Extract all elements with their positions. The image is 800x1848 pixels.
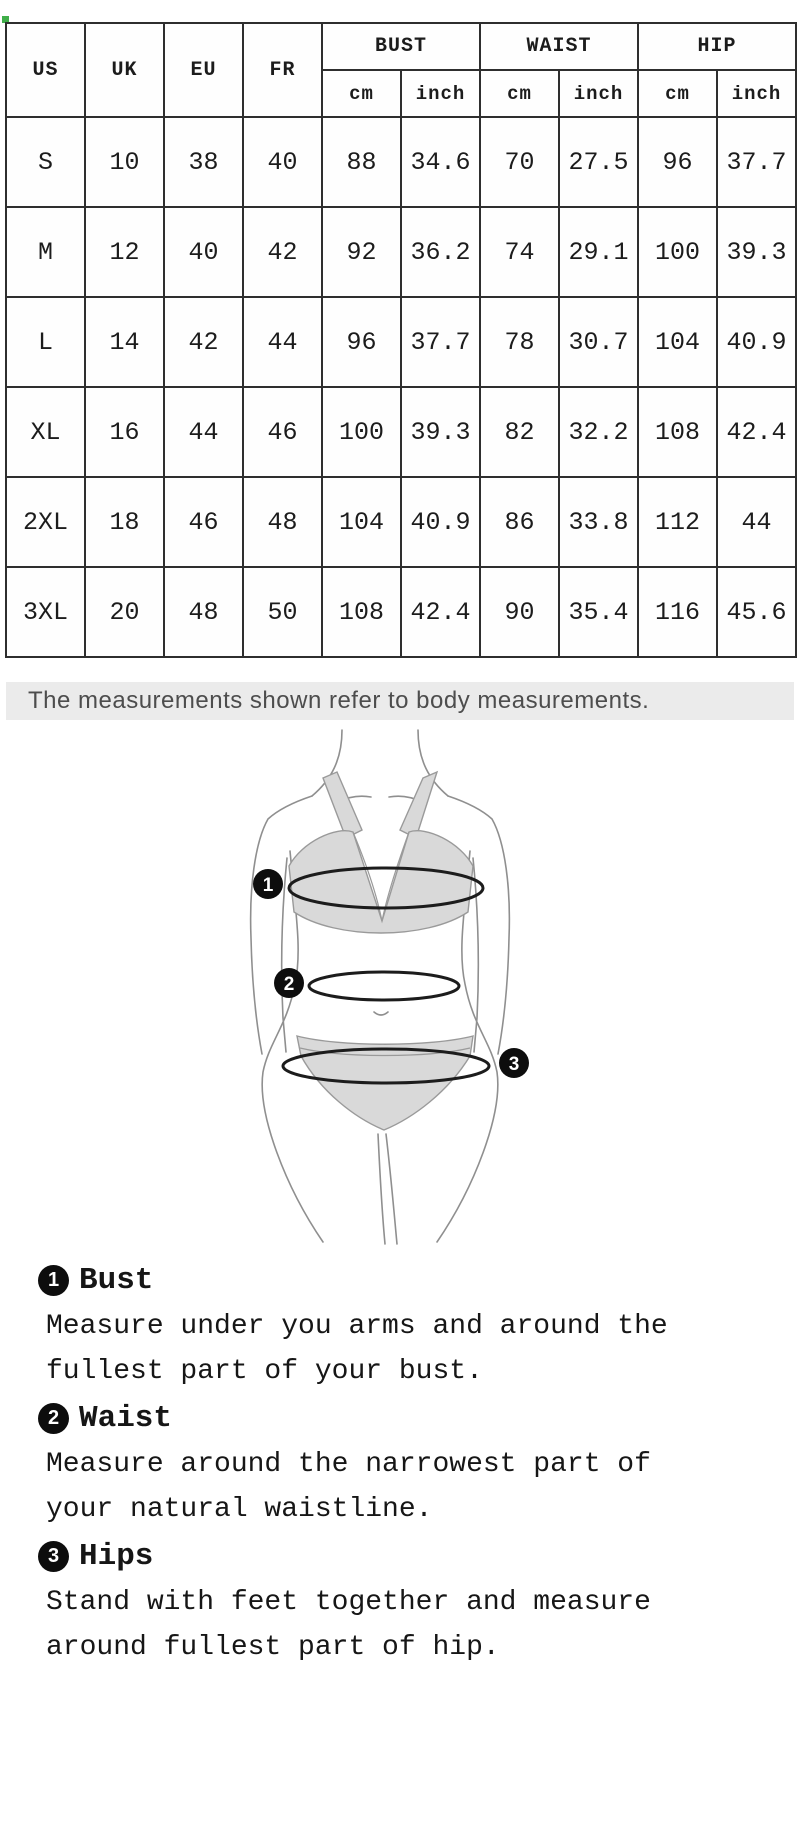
- instruction-heading-hips: [38, 1532, 768, 1580]
- size-cell: 42.4: [401, 567, 480, 657]
- size-cell: 40.9: [401, 477, 480, 567]
- size-cell: 12: [85, 207, 164, 297]
- size-label: S: [6, 117, 85, 207]
- size-cell: 104: [322, 477, 401, 567]
- unit-bust-cm: cm: [322, 70, 401, 117]
- unit-hip-cm: cm: [638, 70, 717, 117]
- size-cell: 74: [480, 207, 559, 297]
- size-cell: 16: [85, 387, 164, 477]
- size-cell: 44: [164, 387, 243, 477]
- table-row-2xl: [6, 477, 796, 567]
- waist-tape-line: [309, 972, 459, 1000]
- size-cell: 44: [717, 477, 796, 567]
- instruction-text: Stand with feet together and measure: [46, 1587, 651, 1618]
- bust-marker-number: 1: [262, 875, 274, 896]
- col-group-hip: HIP: [638, 23, 796, 70]
- instruction-text: fullest part of your bust.: [46, 1356, 483, 1387]
- instruction-title: Bust: [79, 1262, 154, 1298]
- instruction-heading-waist: [38, 1394, 768, 1442]
- size-chart-table: [5, 22, 797, 658]
- size-cell: 32.2: [559, 387, 638, 477]
- size-cell: 108: [638, 387, 717, 477]
- size-cell: 70: [480, 117, 559, 207]
- col-header-uk: UK: [85, 23, 164, 117]
- unit-waist-cm: cm: [480, 70, 559, 117]
- measuring-instructions: [38, 1256, 768, 1670]
- size-cell: 100: [322, 387, 401, 477]
- size-label: XL: [6, 387, 85, 477]
- col-group-bust: BUST: [322, 23, 480, 70]
- table-header-row: [6, 23, 796, 70]
- size-cell: 27.5: [559, 117, 638, 207]
- size-cell: 33.8: [559, 477, 638, 567]
- table-row-3xl: [6, 567, 796, 657]
- size-cell: 30.7: [559, 297, 638, 387]
- size-cell: 96: [638, 117, 717, 207]
- size-cell: 46: [243, 387, 322, 477]
- size-cell: 88: [322, 117, 401, 207]
- unit-hip-inch: inch: [717, 70, 796, 117]
- instruction-text: around fullest part of hip.: [46, 1632, 500, 1663]
- table-row-xl: [6, 387, 796, 477]
- size-cell: 38: [164, 117, 243, 207]
- size-cell: 39.3: [401, 387, 480, 477]
- size-cell: 48: [164, 567, 243, 657]
- size-cell: 10: [85, 117, 164, 207]
- instruction-title: Hips: [79, 1538, 154, 1574]
- instruction-text: Measure under you arms and around the: [46, 1311, 668, 1342]
- hips-marker-number: 3: [508, 1054, 520, 1075]
- size-label: 3XL: [6, 567, 85, 657]
- body-diagram: [190, 716, 570, 1256]
- waist-marker-number: 2: [283, 974, 295, 995]
- size-cell: 29.1: [559, 207, 638, 297]
- size-cell: 37.7: [401, 297, 480, 387]
- size-cell: 104: [638, 297, 717, 387]
- size-cell: 42: [164, 297, 243, 387]
- size-cell: 78: [480, 297, 559, 387]
- col-header-eu: EU: [164, 23, 243, 117]
- table-row-m: [6, 207, 796, 297]
- circled-three-icon: 3: [38, 1541, 69, 1572]
- size-cell: 82: [480, 387, 559, 477]
- size-cell: 108: [322, 567, 401, 657]
- col-header-us: US: [6, 23, 85, 117]
- size-cell: 14: [85, 297, 164, 387]
- size-cell: 34.6: [401, 117, 480, 207]
- size-label: 2XL: [6, 477, 85, 567]
- size-cell: 36.2: [401, 207, 480, 297]
- instruction-text: your natural waistline.: [46, 1494, 433, 1525]
- size-cell: 42: [243, 207, 322, 297]
- measurements-note: The measurements shown refer to body measurements.: [6, 682, 794, 720]
- size-cell: 86: [480, 477, 559, 567]
- size-cell: 96: [322, 297, 401, 387]
- instruction-text: Measure around the narrowest part of: [46, 1449, 651, 1480]
- size-cell: 42.4: [717, 387, 796, 477]
- size-cell: 20: [85, 567, 164, 657]
- unit-waist-inch: inch: [559, 70, 638, 117]
- size-cell: 35.4: [559, 567, 638, 657]
- col-group-waist: WAIST: [480, 23, 638, 70]
- size-label: L: [6, 297, 85, 387]
- size-cell: 39.3: [717, 207, 796, 297]
- size-cell: 37.7: [717, 117, 796, 207]
- size-cell: 112: [638, 477, 717, 567]
- instruction-heading-bust: [38, 1256, 768, 1304]
- size-cell: 116: [638, 567, 717, 657]
- size-cell: 44: [243, 297, 322, 387]
- table-row-l: [6, 297, 796, 387]
- size-cell: 50: [243, 567, 322, 657]
- size-cell: 90: [480, 567, 559, 657]
- size-cell: 92: [322, 207, 401, 297]
- circled-one-icon: 1: [38, 1265, 69, 1296]
- size-cell: 18: [85, 477, 164, 567]
- instruction-title: Waist: [79, 1400, 173, 1436]
- body-measurement-figure: [190, 716, 570, 1256]
- size-cell: 40: [243, 117, 322, 207]
- size-cell: 48: [243, 477, 322, 567]
- size-cell: 46: [164, 477, 243, 567]
- circled-two-icon: 2: [38, 1403, 69, 1434]
- table-row-s: [6, 117, 796, 207]
- size-cell: 45.6: [717, 567, 796, 657]
- size-cell: 40: [164, 207, 243, 297]
- size-label: M: [6, 207, 85, 297]
- size-cell: 40.9: [717, 297, 796, 387]
- unit-bust-inch: inch: [401, 70, 480, 117]
- size-cell: 100: [638, 207, 717, 297]
- col-header-fr: FR: [243, 23, 322, 117]
